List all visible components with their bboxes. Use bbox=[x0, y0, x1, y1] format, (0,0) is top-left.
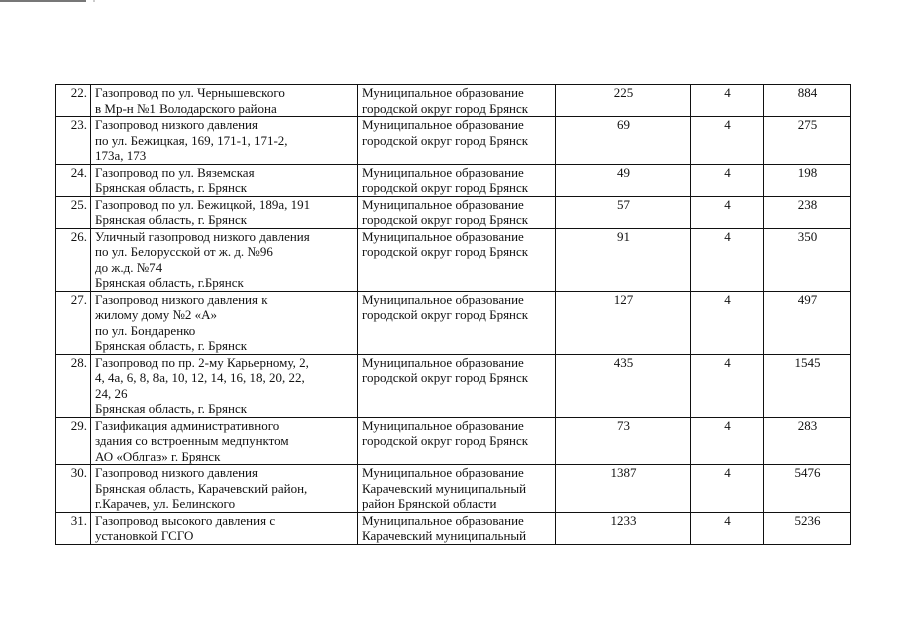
category-value: 4 bbox=[691, 465, 764, 513]
length-value: 1233 bbox=[556, 512, 691, 544]
owner-name: Муниципальное образование городской округ город Брянск bbox=[358, 196, 556, 228]
length-value: 127 bbox=[556, 291, 691, 354]
object-name: Газопровод низкого давления к жилому дому №2 «А» по ул. Бондаренко Брянская область, г. Брянск bbox=[91, 291, 358, 354]
object-name: Газопровод низкого давления по ул. Бежицкая, 169, 171-1, 171-2, 173а, 173 bbox=[91, 117, 358, 165]
object-name: Газопровод по пр. 2-му Карьерному, 2, 4, 4а, 6, 8, 8а, 10, 12, 14, 16, 18, 20, 22, 24, 26 Брянская область, г. Брянск bbox=[91, 354, 358, 417]
total-value: 5476 bbox=[764, 465, 851, 513]
object-name: Газопровод высокого давления с установкой ГСГО bbox=[91, 512, 358, 544]
header-rule bbox=[0, 0, 86, 2]
owner-name: Муниципальное образование Карачевский муниципальный bbox=[358, 512, 556, 544]
total-value: 5236 bbox=[764, 512, 851, 544]
length-value: 69 bbox=[556, 117, 691, 165]
table-row bbox=[56, 512, 851, 544]
table-row bbox=[56, 164, 851, 196]
object-name: Уличный газопровод низкого давления по ул. Белорусской от ж. д. №96 до ж.д. №74 Брянская область, г.Брянск bbox=[91, 228, 358, 291]
total-value: 283 bbox=[764, 417, 851, 465]
category-value: 4 bbox=[691, 228, 764, 291]
row-number: 29. bbox=[56, 417, 91, 465]
owner-name: Муниципальное образование городской округ город Брянск bbox=[358, 228, 556, 291]
table-row bbox=[56, 417, 851, 465]
table-row bbox=[56, 228, 851, 291]
total-value: 1545 bbox=[764, 354, 851, 417]
category-value: 4 bbox=[691, 196, 764, 228]
row-number: 24. bbox=[56, 164, 91, 196]
length-value: 1387 bbox=[556, 465, 691, 513]
category-value: 4 bbox=[691, 85, 764, 117]
owner-name: Муниципальное образование городской округ город Брянск bbox=[358, 164, 556, 196]
gas-pipeline-table bbox=[55, 84, 851, 545]
row-number: 30. bbox=[56, 465, 91, 513]
object-name: Газопровод по ул. Чернышевского в Мр-н №1 Володарского района bbox=[91, 85, 358, 117]
row-number: 25. bbox=[56, 196, 91, 228]
owner-name: Муниципальное образование городской округ город Брянск bbox=[358, 291, 556, 354]
total-value: 238 bbox=[764, 196, 851, 228]
table-row bbox=[56, 291, 851, 354]
total-value: 275 bbox=[764, 117, 851, 165]
owner-name: Муниципальное образование городской округ город Брянск bbox=[358, 85, 556, 117]
table-row bbox=[56, 85, 851, 117]
object-name: Газопровод по ул. Бежицкой, 189а, 191 Брянская область, г. Брянск bbox=[91, 196, 358, 228]
table-row bbox=[56, 196, 851, 228]
total-value: 497 bbox=[764, 291, 851, 354]
length-value: 49 bbox=[556, 164, 691, 196]
table-row bbox=[56, 465, 851, 513]
category-value: 4 bbox=[691, 164, 764, 196]
row-number: 28. bbox=[56, 354, 91, 417]
row-number: 22. bbox=[56, 85, 91, 117]
category-value: 4 bbox=[691, 354, 764, 417]
row-number: 27. bbox=[56, 291, 91, 354]
table-row bbox=[56, 354, 851, 417]
total-value: 350 bbox=[764, 228, 851, 291]
owner-name: Муниципальное образование городской округ город Брянск bbox=[358, 117, 556, 165]
owner-name: Муниципальное образование Карачевский муниципальный район Брянской области bbox=[358, 465, 556, 513]
length-value: 225 bbox=[556, 85, 691, 117]
object-name: Газификация административного здания со встроенным медпунктом АО «Облгаз» г. Брянск bbox=[91, 417, 358, 465]
length-value: 435 bbox=[556, 354, 691, 417]
category-value: 4 bbox=[691, 291, 764, 354]
category-value: 4 bbox=[691, 417, 764, 465]
length-value: 91 bbox=[556, 228, 691, 291]
owner-name: Муниципальное образование городской округ город Брянск bbox=[358, 417, 556, 465]
total-value: 198 bbox=[764, 164, 851, 196]
length-value: 73 bbox=[556, 417, 691, 465]
row-number: 23. bbox=[56, 117, 91, 165]
table-row bbox=[56, 117, 851, 165]
category-value: 4 bbox=[691, 117, 764, 165]
length-value: 57 bbox=[556, 196, 691, 228]
owner-name: Муниципальное образование городской округ город Брянск bbox=[358, 354, 556, 417]
object-name: Газопровод по ул. Вяземская Брянская область, г. Брянск bbox=[91, 164, 358, 196]
row-number: 31. bbox=[56, 512, 91, 544]
header-mark bbox=[93, 0, 95, 2]
total-value: 884 bbox=[764, 85, 851, 117]
row-number: 26. bbox=[56, 228, 91, 291]
category-value: 4 bbox=[691, 512, 764, 544]
object-name: Газопровод низкого давления Брянская область, Карачевский район, г.Карачев, ул. Белинского bbox=[91, 465, 358, 513]
table-body bbox=[56, 85, 851, 545]
